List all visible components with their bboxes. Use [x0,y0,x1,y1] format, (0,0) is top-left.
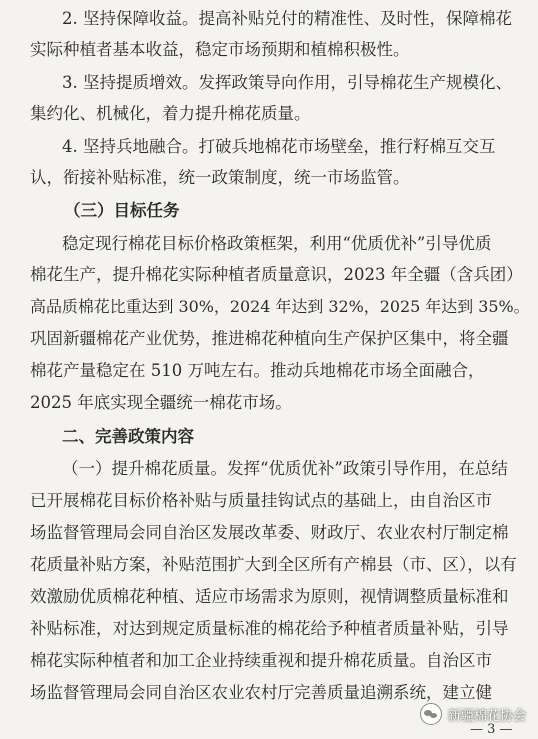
watermark [420,703,526,725]
paragraph-line: 巩固新疆棉花产业优势，推进棉花种植向生产保护区集中，将全疆 [30,329,509,348]
paragraph-line: 集约化、机械化，着力提升棉花质量。 [30,104,311,123]
paragraph-line: 2. 坚持保障收益。提高补贴兑付的精准性、及时性，保障棉花 [62,9,512,28]
paragraph-line: 2025 年底实现全疆统一棉花市场。 [30,393,292,412]
page-number: — 3 — [470,722,513,737]
paragraph-line: 实际种植者基本收益，稳定市场预期和植棉积极性。 [30,40,410,59]
paragraph-line: 场监督管理局会同自治区农业农村厅完善质量追溯系统，建立健 [30,683,492,702]
paragraph-line: 3. 坚持提质增效。发挥政策导向作用，引导棉花生产规模化、 [62,73,512,92]
paragraph-line: 场监督管理局会同自治区发展改革委、财政厅、农业农村厅制定棉 [30,523,509,542]
paragraph-line: 已开展棉花目标价格补贴与质量挂钩试点的基础上，由自治区市 [30,491,492,510]
paragraph-line: 花质量补贴方案，补贴范围扩大到全区所有产棉县（市、区），以有 [30,555,517,574]
watermark-text: 新疆棉花协会 [447,708,526,724]
paragraph-line: （一）提升棉花质量。发挥“优质优补”政策引导作用，在总结 [62,459,508,478]
paragraph-line: 认，衔接补贴标准，统一政策制度，统一市场监管。 [30,168,410,187]
paragraph-line: 棉花生产，提升棉花实际种植者质量意识，2023 年全疆（含兵团） [30,265,523,284]
paragraph-line: 4. 坚持兵地融合。打破兵地棉花市场壁垒，推行籽棉互交互 [62,137,496,156]
paragraph-line: 高品质棉花比重达到 30%，2024 年达到 32%，2025 年达到 35%。 [30,297,530,316]
paragraph-line: 效激励优质棉花种植、适应市场需求为原则，视情调整质量标准和 [30,587,509,606]
subsection-heading: （三）目标任务 [64,201,180,220]
paragraph-line: 补贴标准，对达到规定质量标准的棉花给予种植者质量补贴，引导 [30,619,509,638]
paragraph-line: 稳定现行棉花目标价格政策框架，利用“优质优补”引导优质 [62,234,492,253]
paragraph-line: 棉花实际种植者和加工企业持续重视和提升棉花质量。自治区市 [30,651,492,670]
section-heading: 二、完善政策内容 [62,427,194,446]
paragraph-line: 棉花产量稳定在 510 万吨左右。推动兵地棉花市场全面融合， [30,361,485,380]
wechat-icon [420,703,442,725]
